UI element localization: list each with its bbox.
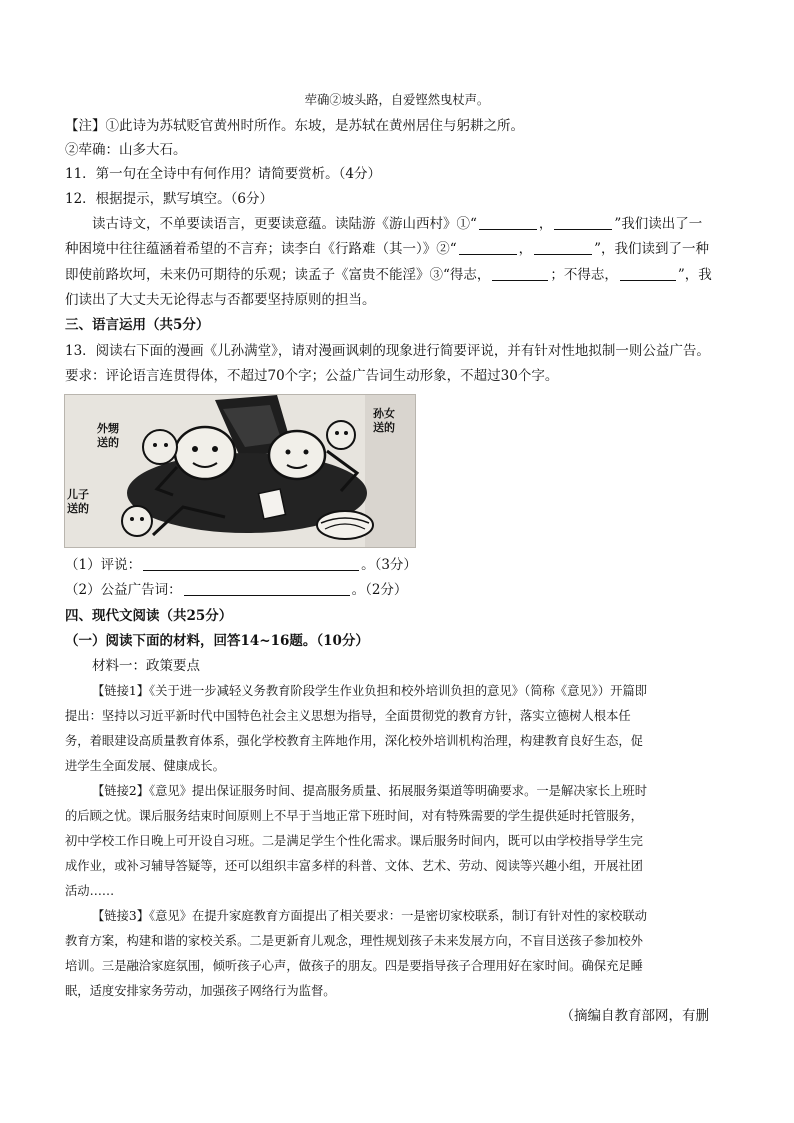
cartoon-image: [64, 394, 416, 548]
answer-blank[interactable]: [492, 266, 548, 281]
link-1-line-1: 【链接1】《关于进一步减轻义务教育阶段学生作业负担和校外培训负担的意见》（简称《意见》）开篇即: [92, 684, 648, 698]
question-12-title: 12．根据提示，默写填空。（6分）: [65, 191, 274, 207]
link-3-line-4: 眠，适度安排家务劳动，加强孩子网络行为监督。: [65, 984, 336, 998]
answer-1-tail: 。（3分）: [361, 557, 417, 573]
poem-line: 荦确②坡头路，自爱铿然曳杖声。: [304, 93, 490, 107]
part-1-heading: （一）阅读下面的材料，回答14~16题。（10分）: [65, 633, 369, 649]
comment-blank[interactable]: [143, 556, 359, 571]
cartoon-label-erzi-2: 送的: [67, 502, 89, 515]
link-2-line-3: 初中学校工作日晚上可开设自习班。二是满足学生个性化需求。课后服务时间内，既可以由学校指导学生完: [65, 834, 643, 848]
q12-text-2a: 种困境中往往蕴涵着希望的不言弃；读李白《行路难（其一）》②“: [65, 241, 457, 257]
note-1: 【注】①此诗为苏轼贬官黄州时所作。东坡，是苏轼在黄州居住与躬耕之所。: [65, 118, 524, 134]
link-2-line-1: 【链接2】《意见》提出保证服务时间、提高服务质量、拓展服务渠道等明确要求。一是解决家长上班时: [92, 784, 648, 798]
link-1-line-4: 进学生全面发展、健康成长。: [65, 759, 225, 773]
link-3-line-3: 培训。三是融洽家庭氛围，倾听孩子心声，做孩子的朋友。四是要指导孩子合理用好在家时间。确保充足睡: [65, 959, 643, 973]
q12-text-1b: ，: [538, 216, 553, 232]
q12-text-3c: ”，我: [677, 267, 712, 283]
material-1-title: 材料一：政策要点: [92, 658, 200, 674]
link-1-line-2: 提出：坚持以习近平新时代中国特色社会主义思想为指导，全面贯彻党的教育方针，落实立德树人根本任: [65, 709, 631, 723]
cartoon-drawing: [65, 395, 415, 547]
question-12-line-4: 们读出了大丈夫无论得志与否都要坚持原则的担当。: [65, 292, 376, 308]
q12-text-3a: 即使前路坎坷，未来仍可期待的乐观；读孟子《富贵不能淫》③“得志，: [65, 267, 491, 283]
answer-blank[interactable]: [459, 240, 517, 255]
answer-1-label: （1）评说：: [65, 557, 142, 573]
answer-2-tail: 。（2分）: [351, 582, 408, 598]
answer-blank[interactable]: [554, 215, 612, 230]
question-12-line-3: [65, 265, 735, 285]
question-12-line-1: [92, 214, 735, 234]
q12-text-1a: 读古诗文，不单要读语言，更要读意蕴。读陆游《游山西村》①“: [92, 216, 477, 232]
slogan-blank[interactable]: [184, 581, 350, 596]
link-2-line-2: 的后顾之忧。课后服务结束时间原则上不早于当地正常下班时间，对有特殊需要的学生提供延时托管服务，: [65, 809, 643, 823]
question-13-line-1: 13．阅读右下面的漫画《儿孙满堂》，请对漫画讽刺的现象进行简要评说，并有针对性地拟制一则公益广告。: [65, 343, 710, 359]
link-3-line-2: 教育方案，构建和谐的家校关系。二是更新育儿观念，理性规划孩子未来发展方向，不盲目送孩子参加校外: [65, 934, 643, 948]
answer-blank[interactable]: [620, 266, 676, 281]
q12-text-2c: ”，我们读到了一种: [594, 241, 710, 257]
question-13-answer-1: [65, 555, 735, 575]
link-1-line-3: 务，着眼建设高质量教育体系，强化学校教育主阵地作用，深化校外培训机构治理，构建教育良好生态，促: [65, 734, 643, 748]
question-13-line-2: 要求：评论语言连贯得体，不超过70个字；公益广告词生动形象，不超过30个字。: [65, 368, 559, 384]
cartoon-label-waisheng-2: 送的: [97, 436, 119, 449]
answer-2-label: （2）公益广告词：: [65, 582, 182, 598]
section-4-heading: 四、现代文阅读（共25分）: [65, 608, 233, 624]
source-note: （摘编自教育部网，有删: [560, 1008, 709, 1024]
cartoon-label-erzi-1: 儿子: [67, 488, 89, 501]
cartoon-label-waisheng-1: 外甥: [97, 422, 119, 435]
answer-blank[interactable]: [534, 240, 592, 255]
section-3-heading: 三、语言运用（共5分）: [65, 317, 210, 333]
link-3-line-1: 【链接3】《意见》在提升家庭教育方面提出了相关要求：一是密切家校联系，制订有针对性的家校联动: [92, 909, 648, 923]
link-2-line-5: 活动……: [65, 884, 115, 898]
answer-blank[interactable]: [479, 215, 537, 230]
q12-text-2b: ，: [518, 241, 533, 257]
q12-text-1c: ”我们读出了一: [614, 216, 703, 232]
question-13-answer-2: [65, 580, 735, 600]
q12-text-3b: ；不得志，: [550, 267, 618, 283]
cartoon-label-sunnv-1: 孙女: [373, 407, 395, 420]
note-2: ②荦确：山多大石。: [65, 142, 187, 158]
question-11: 11．第一句在全诗中有何作用？请简要赏析。（4分）: [65, 166, 382, 182]
question-12-line-2: [65, 239, 735, 259]
cartoon-label-sunnv-2: 送的: [373, 421, 395, 434]
link-2-line-4: 成作业，或补习辅导答疑等，还可以组织丰富多样的科普、文体、艺术、劳动、阅读等兴趣小组，开展社团: [65, 859, 643, 873]
